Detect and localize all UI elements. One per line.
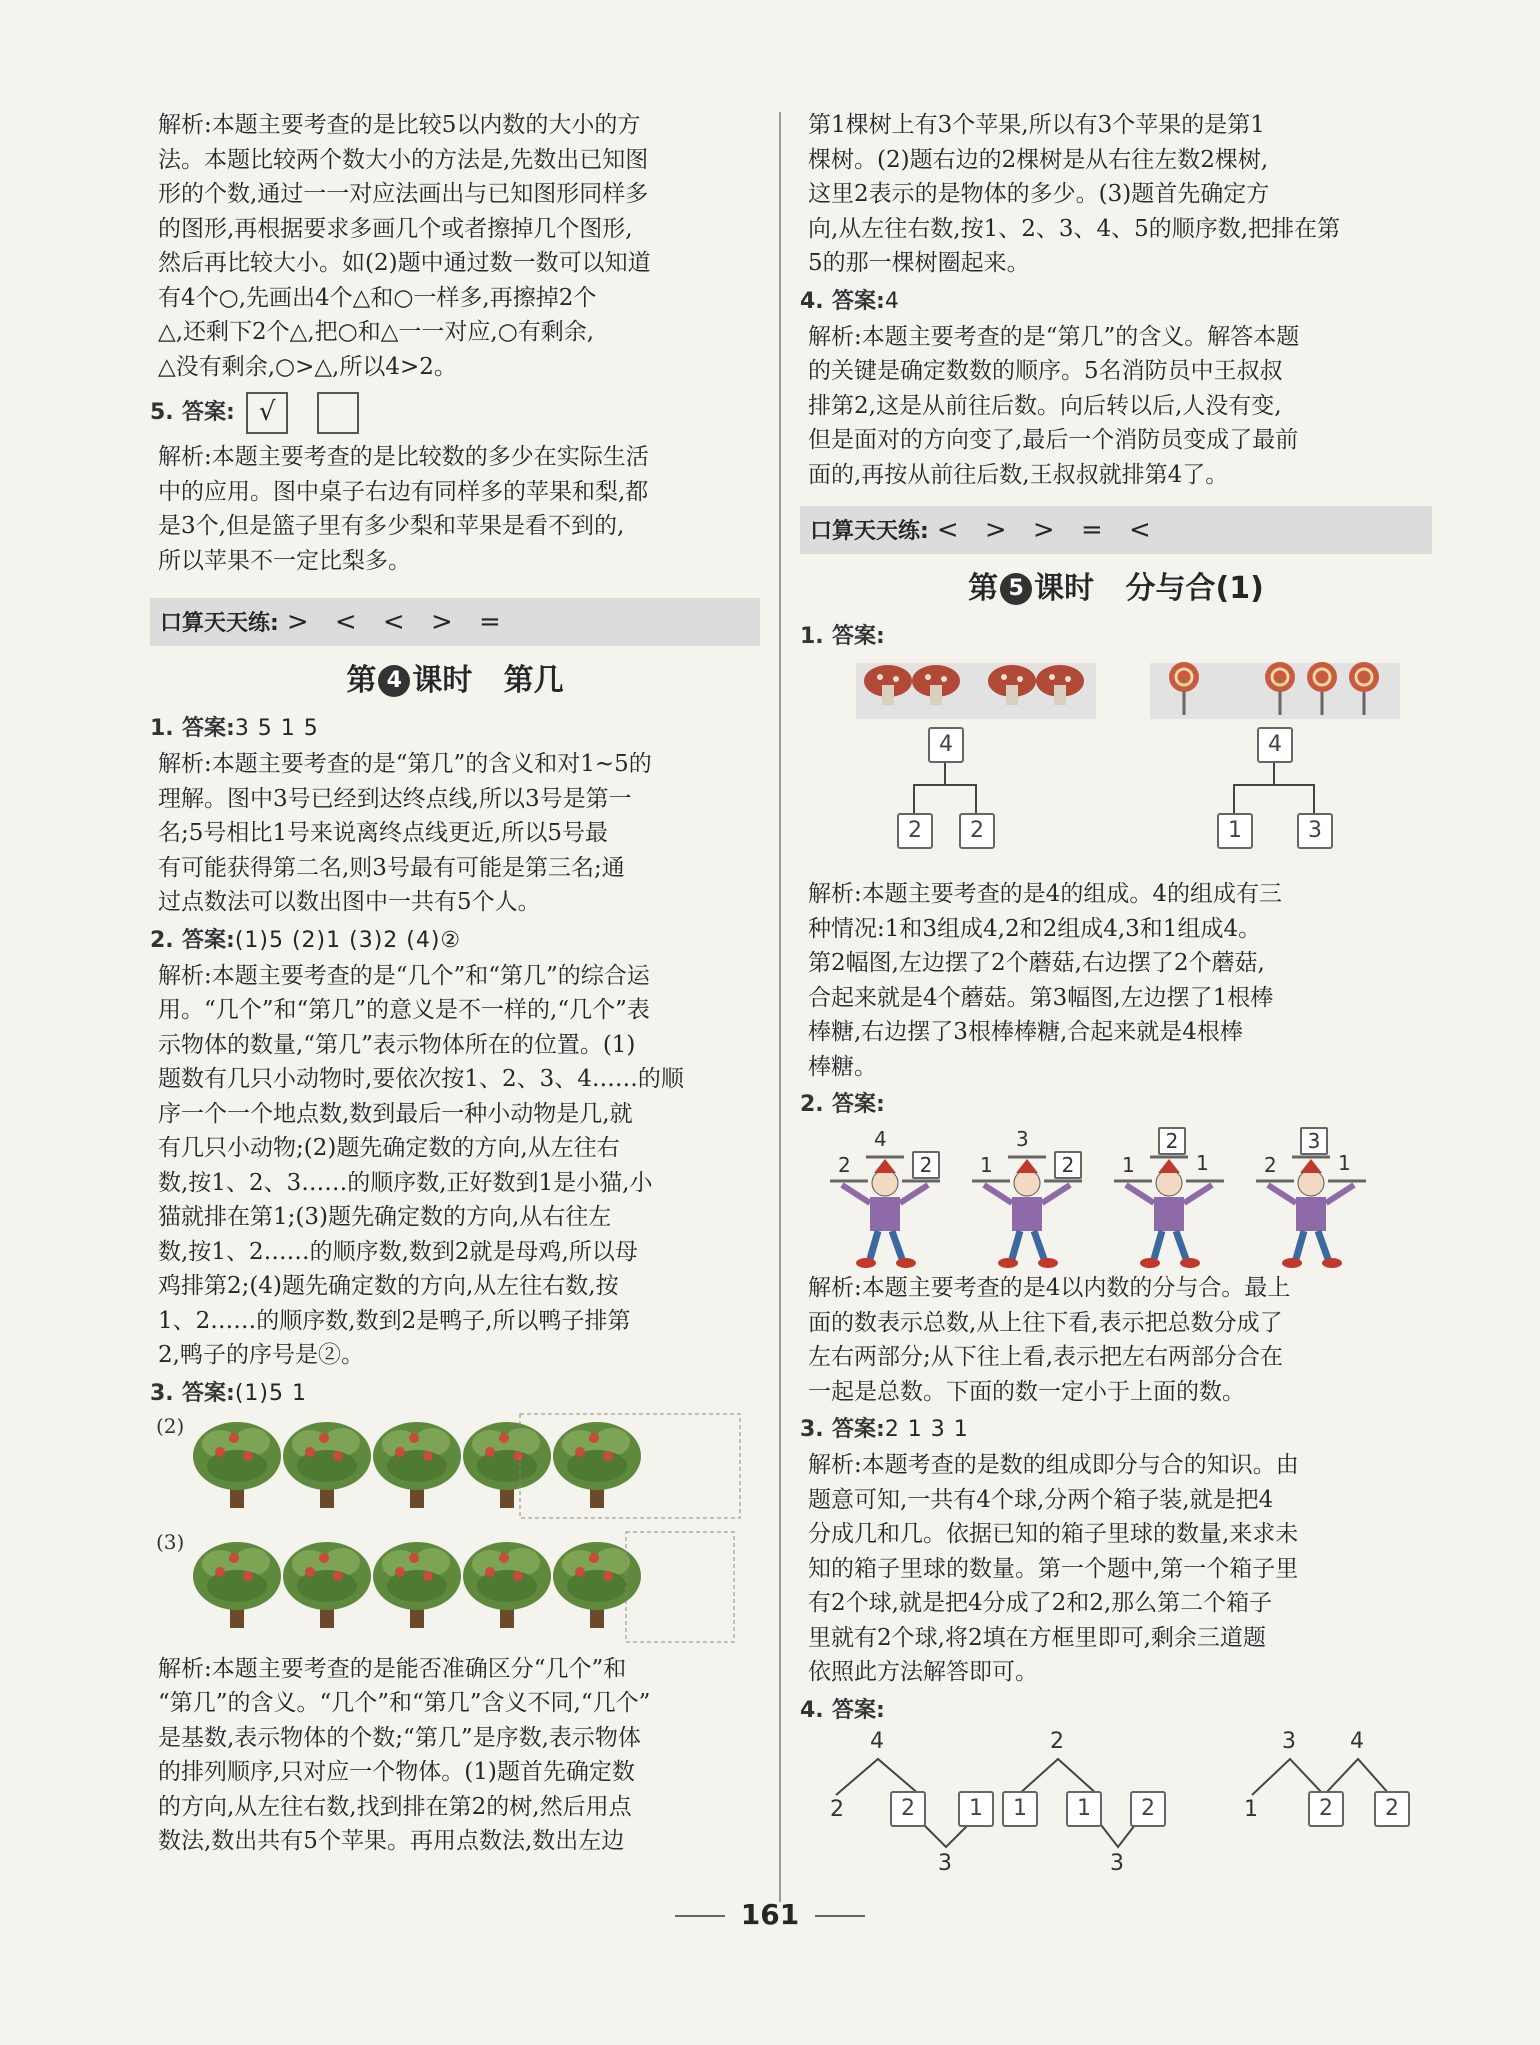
number-box: 1 [1217, 813, 1253, 849]
clown-number: 4 [874, 1127, 887, 1151]
text-line: 分成几和几。依据已知的箱子里球的数量,来求未 [808, 1521, 1299, 1547]
tree-icon [373, 1422, 461, 1508]
answer-label: 答案: [832, 624, 885, 649]
clown-number: 2 [1264, 1153, 1277, 1177]
tree-icon [193, 1542, 281, 1628]
tree-rows [150, 1412, 750, 1652]
column-divider [779, 112, 781, 1902]
r5-question-2 [800, 1086, 1432, 1409]
text-line: 是3个,但是篮子里有多少梨和苹果是看不到的, [158, 513, 625, 539]
lesson-suffix: 课时 [1034, 571, 1095, 606]
text-line: 棒糖,右边摆了3根棒棒糖,合起来就是4根棒 [808, 1019, 1243, 1045]
lesson-number: 5 [1000, 573, 1032, 605]
text-line: 解析:本题主要考查的是“第几”的含义和对1~5的 [158, 751, 652, 777]
question-number: 4. [800, 288, 824, 314]
right-column [800, 108, 1432, 1899]
clown-number: 1 [980, 1153, 993, 1177]
text-line: 有几只小动物;(2)题先确定数的方向,从左往右 [158, 1135, 620, 1161]
lesson-4-title [150, 656, 760, 706]
text-line: 排第2,这是从前往后数。向后转以后,人没有变, [808, 392, 1282, 419]
text-line: 种情况:1和3组成4,2和2组成4,3和1组成4。 [808, 915, 1262, 942]
question-number: 1. [150, 716, 174, 741]
lesson-prefix: 第 [346, 663, 377, 698]
oral-practice-band [150, 598, 760, 646]
question-number: 1. [800, 624, 824, 649]
text-line: 的排列顺序,只对应一个物体。(1)题首先确定数 [158, 1759, 635, 1785]
text-line: △,还剩下2个△,把○和△一一对应,○有剩余, [158, 319, 595, 345]
text-line: 2,鸭子的序号是②。 [158, 1342, 364, 1368]
answer-label: 答案: [832, 1697, 885, 1723]
text-line: 这里2表示的是物体的多少。(3)题首先确定方 [808, 181, 1270, 207]
tree-icon [553, 1542, 641, 1628]
split-number: 4 [870, 1728, 884, 1754]
split-number: 3 [938, 1850, 952, 1876]
oral-practice-label: 口算天天练: [160, 611, 279, 636]
text-line: 棒糖。 [808, 1053, 877, 1080]
number-box: 2 [897, 813, 933, 849]
text-line: 但是面对的方向变了,最后一个消防员变成了最前 [808, 427, 1299, 453]
text-line: 的图形,再根据要求多画几个或者擦掉几个图形, [158, 215, 633, 242]
answer-label: 答案: [182, 927, 235, 953]
r-question-4 [800, 283, 1432, 493]
text-line: 合起来就是4个蘑菇。第3幅图,左边摆了1根棒 [808, 984, 1274, 1011]
text-line: △没有剩余,○>△,所以4>2。 [158, 353, 457, 380]
answer-label: 答案: [832, 1417, 885, 1442]
answer-value: 3 5 1 5 [234, 716, 319, 741]
text-line: 鸡排第2;(4)题先确定数的方向,从左往右数,按 [158, 1273, 619, 1299]
lesson-5-title [800, 564, 1432, 614]
page-number [0, 1898, 1540, 1931]
text-line: 解析:本题主要考查的是“几个”和“第几”的综合运 [158, 962, 650, 989]
answer-value: (1)5 1 [234, 1380, 307, 1406]
row-label: (2) [156, 1413, 185, 1438]
text-line: 序一个一个地点数,数到最后一种小动物是几,就 [158, 1100, 633, 1127]
number-box: 2 [1374, 1791, 1410, 1827]
oral-practice-answers: > < < > = [286, 607, 501, 637]
r5-question-1 [800, 618, 1432, 1084]
clown-number-box: 2 [1054, 1151, 1082, 1179]
text-line: 的关键是确定数数的顺序。5名消防员中王叔叔 [808, 358, 1283, 384]
clown-number: 2 [838, 1153, 851, 1177]
text-line: 解析:本题主要考查的是4以内数的分与合。最上 [808, 1275, 1291, 1301]
clown-juggler [820, 1123, 950, 1271]
text-line: 解析:本题考查的是数的组成即分与合的知识。由 [808, 1452, 1299, 1478]
split-number: 1 [1244, 1796, 1258, 1822]
composition-figure [800, 655, 1432, 877]
text-line: 中的应用。图中桌子右边有同样多的苹果和梨,都 [158, 478, 649, 505]
text-line: 猫就排在第1;(3)题先确定数的方向,从右往左 [158, 1204, 612, 1230]
tree-icon [193, 1422, 281, 1508]
circled-tree-box [626, 1532, 734, 1642]
answer-value: 4 [884, 288, 900, 314]
clown-juggler [1104, 1123, 1234, 1271]
text-line: 里就有2个球,将2填在方框里即可,剩余三道题 [808, 1624, 1266, 1651]
clown-number-box: 3 [1300, 1127, 1328, 1155]
answer-label: 答案: [182, 716, 235, 741]
oral-practice-answers: < > > = < [936, 515, 1151, 545]
text-line: 法。本题比较两个数大小的方法是,先数出已知图 [158, 146, 649, 173]
question-number: 4. [800, 1697, 824, 1723]
number-box: 2 [959, 813, 995, 849]
text-line: 用。“几个”和“第几”的意义是不一样的,“几个”表 [158, 997, 650, 1023]
tree-icon [463, 1542, 551, 1628]
text-line: 然后再比较大小。如(2)题中通过数一数可以知道 [158, 250, 651, 276]
split-number: 3 [1110, 1850, 1124, 1876]
number-box: 2 [1308, 1791, 1344, 1827]
answer-value: 2 1 3 1 [884, 1417, 969, 1442]
clown-number-box: 2 [912, 1151, 940, 1179]
text-line: 是基数,表示物体的个数;“第几”是序数,表示物体 [158, 1724, 641, 1751]
text-line: 解析:本题主要考查的是“第几”的含义。解答本题 [808, 323, 1300, 350]
tree-icon [283, 1542, 371, 1628]
continued-analysis [800, 108, 1432, 281]
text-line: 数,按1、2、3……的顺序数,正好数到1是小猫,小 [158, 1169, 653, 1196]
question-number: 2. [150, 927, 174, 953]
lesson-number: 4 [378, 665, 410, 697]
question-5 [150, 392, 760, 578]
question-number: 2. [800, 1092, 824, 1117]
number-box: 4 [1257, 727, 1293, 763]
split-number: 2 [830, 1796, 844, 1822]
text-line: 解析:本题主要考查的是比较数的多少在实际生活 [158, 444, 649, 470]
number-box: 3 [1297, 813, 1333, 849]
text-line: 过点数法可以数出图中一共有5个人。 [158, 889, 541, 915]
text-line: 1、2……的顺序数,数到2是鸭子,所以鸭子排第 [158, 1307, 631, 1334]
number-box: 2 [1130, 1791, 1166, 1827]
lesson-title: 第几 [503, 663, 564, 698]
lesson-suffix: 课时 [412, 663, 473, 698]
trees-figure [150, 1412, 760, 1652]
clown-number-box: 2 [1158, 1127, 1186, 1155]
text-line: 面的,再按从前往后数,王叔叔就排第4了。 [808, 461, 1229, 488]
question-number: 5. [150, 400, 174, 425]
text-line: 向,从左往右数,按1、2、3、4、5的顺序数,把排在第 [808, 215, 1341, 242]
lesson-title: 分与合(1) [1125, 571, 1264, 606]
split-number: 3 [1282, 1728, 1296, 1754]
text-line: 棵树。(2)题右边的2棵树是从右往左数2棵树, [808, 146, 1269, 173]
empty-box [317, 392, 359, 434]
checked-box: √ [246, 392, 288, 434]
intro-analysis [150, 108, 760, 384]
text-line: 知的箱子里球的数量。第一个题中,第一个箱子里 [808, 1555, 1299, 1582]
page-number-rule [815, 1915, 865, 1917]
number-box: 1 [958, 1791, 994, 1827]
clown-number: 1 [1122, 1153, 1135, 1177]
answer-label: 答案: [182, 1380, 235, 1406]
split-number: 4 [1350, 1728, 1364, 1754]
question-number: 3. [150, 1380, 174, 1406]
text-line: 解析:本题主要考查的是比较5以内数的大小的方 [158, 112, 641, 138]
text-line: 左右两部分;从下往上看,表示把左右两部分合在 [808, 1344, 1284, 1370]
text-line: 形的个数,通过一一对应法画出与已知图形同样多 [158, 181, 649, 207]
text-line: 有2个球,就是把4分成了2和2,那么第二个箱子 [808, 1590, 1273, 1616]
tree-icon [553, 1422, 641, 1508]
page-number-text: 161 [740, 1898, 800, 1931]
text-line: 示物体的数量,“第几”表示物体所在的位置。(1) [158, 1031, 636, 1058]
lesson-prefix: 第 [968, 571, 999, 606]
l-question-3 [150, 1375, 760, 1859]
page-number-rule [675, 1915, 725, 1917]
text-line: 5的那一棵树圈起来。 [808, 250, 1030, 276]
clown-number: 1 [1196, 1151, 1209, 1175]
split-number: 2 [1050, 1728, 1064, 1754]
text-line: 数,按1、2……的顺序数,数到2就是母鸡,所以母 [158, 1238, 638, 1265]
answer-label: 答案: [832, 288, 885, 314]
text-line: 有4个○,先画出4个△和○一样多,再擦掉2个 [158, 284, 597, 311]
text-line: 解析:本题主要考查的是能否准确区分“几个”和 [158, 1655, 627, 1682]
l-question-2 [150, 922, 760, 1373]
answer-label: 答案: [832, 1092, 885, 1117]
question-number: 3. [800, 1417, 824, 1442]
clown-number: 1 [1338, 1151, 1351, 1175]
text-line: 所以苹果不一定比梨多。 [158, 547, 411, 574]
number-box: 4 [928, 727, 964, 763]
text-line: 第1棵树上有3个苹果,所以有3个苹果的是第1 [808, 112, 1265, 138]
tree-icon [463, 1422, 551, 1508]
oral-practice-label: 口算天天练: [810, 519, 929, 544]
number-box: 2 [890, 1791, 926, 1827]
number-box: 1 [1066, 1791, 1102, 1827]
number-box: 1 [1002, 1791, 1038, 1827]
text-line: 第2幅图,左边摆了2个蘑菇,右边摆了2个蘑菇, [808, 950, 1265, 976]
text-line: 题数有几只小动物时,要依次按1、2、3、4……的顺 [158, 1066, 684, 1092]
tree-icon [283, 1422, 371, 1508]
text-line: 题意可知,一共有4个球,分两个箱子装,就是把4 [808, 1486, 1274, 1513]
left-column [150, 108, 760, 1859]
text-line: 一起是总数。下面的数一定小于上面的数。 [808, 1378, 1245, 1405]
text-line: 数法,数出共有5个苹果。再用点数法,数出左边 [158, 1828, 625, 1854]
text-line: 解析:本题主要考查的是4的组成。4的组成有三 [808, 881, 1283, 907]
clowns-figure [800, 1123, 1432, 1271]
text-line: 名;5号相比1号来说离终点线更近,所以5号最 [158, 820, 608, 846]
text-line: 有可能获得第二名,则3号最有可能是第三名;通 [158, 854, 625, 881]
clown-juggler [1246, 1123, 1376, 1271]
tree-icon [373, 1542, 461, 1628]
clown-juggler [962, 1123, 1092, 1271]
split-diagrams [800, 1729, 1432, 1899]
mushroom-lollipop-art [800, 655, 1432, 877]
answer-label: 答案: [182, 400, 235, 425]
text-line: 依照此方法解答即可。 [808, 1659, 1038, 1685]
oral-practice-band [800, 506, 1432, 554]
row-label: (3) [156, 1529, 185, 1554]
text-line: 面的数表示总数,从上往下看,表示把总数分成了 [808, 1309, 1283, 1336]
clown-number: 3 [1016, 1127, 1029, 1151]
answer-value: (1)5 (2)1 (3)2 (4)② [234, 927, 462, 953]
l-question-1 [150, 710, 760, 920]
text-line: 理解。图中3号已经到达终点线,所以3号是第一 [158, 785, 632, 812]
r5-question-3 [800, 1411, 1432, 1690]
text-line: 的方向,从左往右数,找到排在第2的树,然后用点 [158, 1793, 632, 1820]
text-line: “第几”的含义。“几个”和“第几”含义不同,“几个” [158, 1690, 651, 1716]
r5-question-4 [800, 1692, 1432, 1899]
